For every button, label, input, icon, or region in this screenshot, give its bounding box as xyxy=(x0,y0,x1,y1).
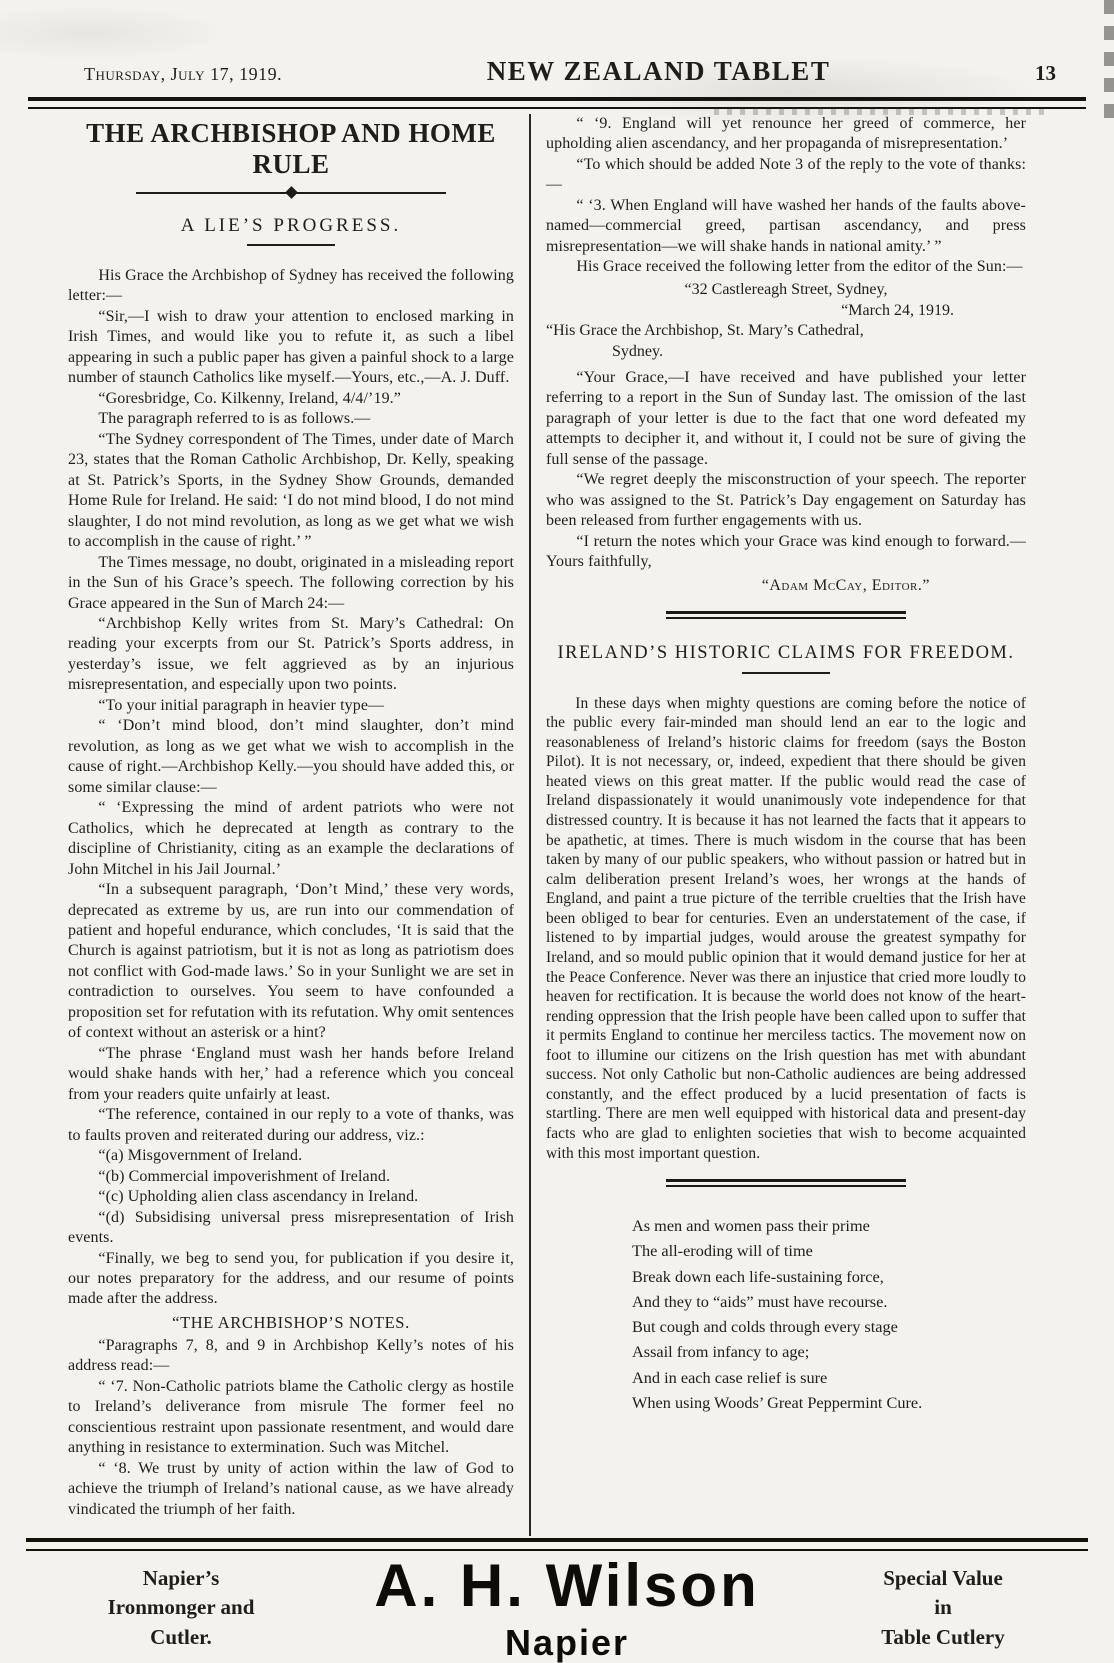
advertisement-poem xyxy=(632,1213,1026,1415)
letter-paragraph: “We regret deeply the misconstruction of your speech. The reporter who was assigned to the St. Patrick’s Day engagement on Saturday has been released from further engagements with us. xyxy=(546,471,1026,530)
ad-center xyxy=(316,1552,818,1663)
title-rule xyxy=(742,672,830,674)
list-item: “(a) Misgovernment of Ireland. xyxy=(98,1147,303,1165)
poem-line: Assail from infancy to age; xyxy=(632,1342,810,1362)
poem-line: The all-eroding will of time xyxy=(632,1241,813,1261)
letter-paragraph: “I return the notes which your Grace was kind enough to forward.—Yours faithfully, xyxy=(546,532,1026,571)
ad-left-line: Ironmonger and xyxy=(107,1595,255,1620)
scan-edge-artifact xyxy=(1104,0,1114,120)
issue-date: Thursday, July 17, 1919. xyxy=(84,64,283,84)
paragraph: “Goresbridge, Co. Kilkenny, Ireland, 4/4/’19.” xyxy=(98,389,401,407)
paragraph: “To which should be added Note 3 of the reply to the vote of thanks:— xyxy=(546,155,1026,194)
diamond-icon xyxy=(285,186,298,199)
advertiser-name: A. H. Wilson xyxy=(374,1552,760,1619)
column-rule xyxy=(529,114,531,1536)
left-column xyxy=(68,114,514,1536)
column-layout xyxy=(68,114,1026,1536)
paragraph: His Grace the Archbishop of Sydney has received the following letter:— xyxy=(68,267,514,305)
paragraph: “ ‘3. When England will have washed her hands of the faults above-named—commercial greed, partisan ascendancy, and press misrepresentation—we will shake hands in national amity.’ ” xyxy=(546,196,1026,255)
article2-title: IRELAND’S HISTORIC CLAIMS FOR FREEDOM. xyxy=(557,642,1015,663)
paragraph: “Archbishop Kelly writes from St. Mary’s Cathedral: On reading your excerpts from our St. Patrick’s Sports address, in yesterday’s issue, we felt aggrieved as by an injurious misrepresentation, and especially upon two points. xyxy=(68,614,514,694)
letter-date: “March 24, 1919. xyxy=(841,301,954,319)
letter-recipient: “His Grace the Archbishop, St. Mary’s Cathedral, xyxy=(546,322,864,340)
divider-line xyxy=(136,192,288,194)
article1-title: THE ARCHBISHOP AND HOME RULE xyxy=(86,118,496,179)
paragraph: “Paragraphs 7, 8, and 9 in Archbishop Kelly’s notes of his address read:— xyxy=(68,1336,514,1375)
letter-recipient-city: Sydney. xyxy=(612,343,663,361)
letter-address: “32 Castlereagh Street, Sydney, xyxy=(684,280,888,298)
section-divider xyxy=(666,611,906,619)
paragraph: “Finally, we beg to send you, for publication if you desire it, our notes preparatory for the address, and our resume of points made after the address. xyxy=(68,1249,514,1308)
letter-signature: “Adam McCay, Editor.” xyxy=(761,576,930,594)
list-item: “(b) Commercial impoverishment of Ireland. xyxy=(98,1167,391,1185)
poem-line: When using Woods’ Great Peppermint Cure. xyxy=(632,1392,923,1412)
list-item: “(d) Subsidising universal press misrepresentation of Irish events. xyxy=(68,1208,514,1247)
paragraph: His Grace received the following letter from the editor of the Sun:— xyxy=(576,258,1023,276)
paragraph: “ ‘8. We trust by unity of action within the law of God to achieve the triumph of Ireland’s national cause, as we have already vindicated the triumph of her faith. xyxy=(68,1459,514,1518)
page-number: 13 xyxy=(1035,61,1056,85)
advertiser-city: Napier xyxy=(504,1622,630,1663)
paragraph: “Sir,—I wish to draw your attention to enclosed marking in Irish Times, and would like you to refute it, as such a libel appearing in such a public paper has given a painful shock to a large number of staunch Catholics like myself.—Yours, etc.,—A. J. Duff. xyxy=(68,307,514,387)
section-divider xyxy=(666,1179,906,1187)
poem-line: As men and women pass their prime xyxy=(632,1216,870,1236)
right-column xyxy=(546,114,1026,1536)
paragraph: “To your initial paragraph in heavier type— xyxy=(98,696,385,714)
subtitle-rule xyxy=(247,244,335,246)
paragraph: “The reference, contained in our reply to a vote of thanks, was to faults proven and reiterated during our address, viz.: xyxy=(68,1106,514,1144)
ad-left-line: Napier’s xyxy=(142,1566,220,1590)
notes-heading: “THE ARCHBISHOP’S NOTES. xyxy=(172,1312,410,1332)
poem-line: Break down each life-sustaining force, xyxy=(632,1266,884,1286)
list-item: “(c) Upholding alien class ascendancy in Ireland. xyxy=(98,1188,419,1206)
paragraph: “The Sydney correspondent of The Times, under date of March 23, states that the Roman Catholic Archbishop, Dr. Kelly, speaking at St. Patrick’s Sports, in the Sydney Show Grounds, demanded Home Rule for Ireland. He said: ‘I do not mind blood, I do not mind slaughter, I do not mind revolution, as long as we get what we wish to accomplish in the cause of right.’ ” xyxy=(68,430,514,551)
paragraph: “The phrase ‘England must wash her hands before Ireland would shake hands with her,’ had a reference which you conceal from your readers quite unfairly at least. xyxy=(68,1044,514,1103)
paragraph: “ ‘Expressing the mind of ardent patriots who were not Catholics, which he deprecated at length as contrary to the discipline of Christianity, citing as an example the declarations of John Mitchel in his Jail Journal.’ xyxy=(68,799,514,878)
footer-rule xyxy=(26,1538,1088,1551)
letter-paragraph: “Your Grace,—I have received and have published your letter referring to a report in the Sun of Sunday last. The omission of the last paragraph of your letter is due to the fact that one word defeated my attempts to decipher it, and without it, I could not be sure of giving the full sense of the passage. xyxy=(546,368,1026,468)
divider-line xyxy=(295,192,447,194)
paragraph: The Times message, no doubt, originated in a misleading report in the Sun of his Grace’s speech. The following correction by his Grace appeared in the Sun of March 24:— xyxy=(68,553,514,612)
paragraph: “ ‘Don’t mind blood, don’t mind slaughter, don’t mind revolution, as long as we get what we wish to accomplish in the cause of right.—Archbishop Kelly.—you should have added this, or some similar clause:— xyxy=(68,717,514,796)
ad-right-text xyxy=(818,1556,1068,1652)
ad-right-line: Special Value xyxy=(883,1566,1003,1590)
poem-line: And in each case relief is sure xyxy=(632,1367,828,1387)
paragraph: “ ‘9. England will yet renounce her greed of commerce, her upholding alien ascendancy, and her propaganda of misrepresentation.’ xyxy=(546,115,1026,153)
masthead-title: NEW ZEALAND TABLET xyxy=(486,56,831,86)
ad-right-line: in xyxy=(934,1595,952,1620)
diamond-divider xyxy=(136,188,446,197)
poem-line: But cough and colds through every stage xyxy=(632,1317,898,1337)
poem-line: And they to “aids” must have recourse. xyxy=(632,1291,888,1311)
paragraph: The paragraph referred to is as follows.— xyxy=(98,410,371,428)
ad-left-line: Cutler. xyxy=(150,1624,212,1649)
article1-subtitle: A LIE’S PROGRESS. xyxy=(180,215,402,236)
paragraph: “In a subsequent paragraph, ‘Don’t Mind,’ these very words, deprecated as extreme by us, are run into our commendation of patient and hopeful endurance, which concludes, ‘It is said that the Church is against patriotism, but it is not as long as patriotism does not conflict with God-made laws.’ So in your Sunlight we are set in contradiction to ourselves. You seem to have confounded a proposition set for refutation with its refutation. Why omit sentences of context without an asterisk or a hint? xyxy=(68,881,514,1042)
paragraph: In these days when mighty questions are coming before the notice of the public every fair-minded man should lend an ear to the logic and reasonableness of Ireland’s historic claims for freedom (says the Boston Pilot). It is not necessary, or, indeed, expedient that there should be given heated views on this great matter. If the public would read the case of Ireland dispassionately it would unanimously vote independence for that distressed country. It is because it has not learned the facts that it appears to be apathetic, at times. There is much wisdom in the course that has been taken by many of our public speakers, who without passion or hatred but in calm deliberation present Ireland’s woes, her wrongs at the hands of England, and paint a true picture of the terrible cruelties that the Irish have been obliged to bear for centuries. Even an understatement of the case, if listened to by impartial judges, would arouse the greatest sympathy for Ireland, and so mould public opinion that it would demand justice for her at the Peace Conference. Never was there an injustice that cried more loudly to heaven for rectification. It is because the world does not know of the heart-rending oppression that the Irish people have been called upon to suffer that it permits England to continue her merciless tactics. The movement now on foot to illumine our citizens on the Irish question has met with abundant success. Not only Catholic but non-Catholic audiences are being addressed constantly, and the effect produced by a lucid presentation of facts is startling. There are men well equipped with historical data and present-day facts who are glad to enlighten societies that wish to become acquainted with this most important question. xyxy=(546,694,1026,1162)
page-header xyxy=(84,56,1056,87)
paragraph: “ ‘7. Non-Catholic patriots blame the Catholic clergy as hostile to Ireland’s deliverance from misrule The former feel no conscientious restraint upon passionate resentment, and would dare anything in resistance to extermination. Such was Mitchel. xyxy=(68,1377,514,1457)
ad-left-text xyxy=(46,1556,316,1652)
ad-right-line: Table Cutlery xyxy=(881,1624,1005,1649)
footer-advertisement xyxy=(46,1552,1068,1663)
